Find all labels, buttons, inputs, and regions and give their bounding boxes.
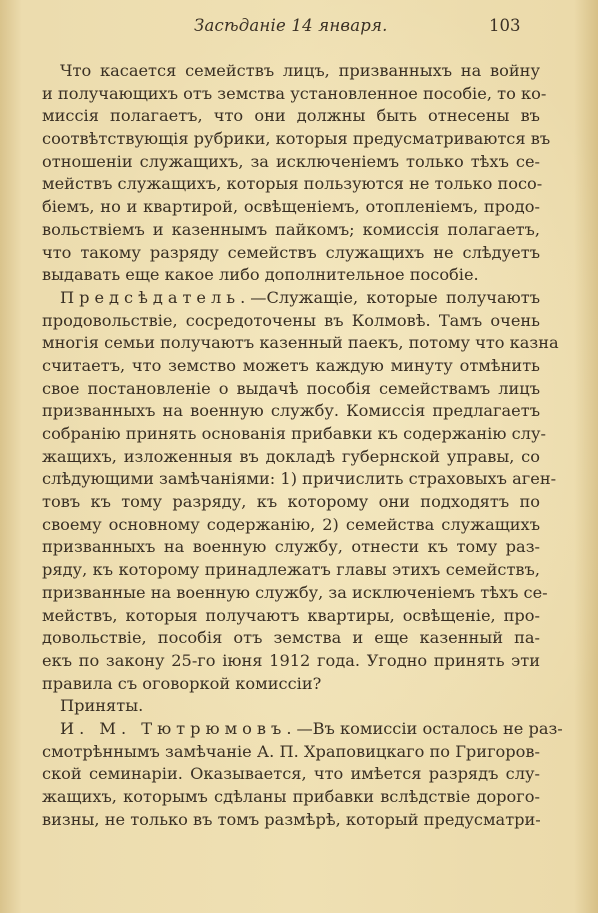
text-line: слѣдующими замѣчаніями: 1) причислить страховыхъ аген-: [42, 469, 557, 489]
text-line: и получающихъ отъ земства установленное пособіе, то ко-: [42, 83, 547, 103]
paragraph: [42, 60, 551, 287]
paragraph: [42, 287, 559, 695]
speaker-name: Предсѣдатель.: [60, 287, 251, 307]
speech-text: —Въ комиссіи осталось не раз-: [296, 718, 563, 738]
text-line: что такому разряду семействъ служащихъ не слѣдуетъ: [42, 242, 540, 262]
text-line: призванныхъ на военную службу. Комиссія предлагаетъ: [42, 401, 540, 421]
text-line: мействъ, которыя получаютъ квартиры, освѣщеніе, про-: [42, 605, 540, 625]
text-line: правила съ оговоркой комиссіи?: [42, 673, 322, 693]
page-number: 103: [489, 16, 521, 35]
text-line: отношеніи служащихъ, за исключеніемъ только тѣхъ се-: [42, 151, 540, 171]
text-line: товъ къ тому разряду, къ которому они подходятъ по: [42, 492, 540, 512]
text-line: біемъ, но и квартирой, освѣщеніемъ, отопленіемъ, продо-: [42, 197, 540, 217]
text-line: миссія полагаетъ, что они должны быть отнесены въ: [42, 106, 540, 126]
text-line: ской семинаріи. Оказывается, что имѣется разрядъ слу-: [42, 764, 540, 784]
paragraph: [42, 695, 540, 718]
text-line: считаетъ, что земство можетъ каждую минуту отмѣнить: [42, 355, 540, 375]
text-line: многія семьи получаютъ казенный паекъ, потому что казна: [42, 333, 559, 353]
text-line: ряду, къ которому принадлежатъ главы этихъ семействъ,: [42, 560, 540, 580]
text-line: соотвѣтствующія рубрики, которыя предусматриваются въ: [42, 129, 551, 149]
text-line: [42, 718, 563, 741]
speaker-name: И. М. Тютрюмовъ.: [60, 718, 297, 738]
page-body: [42, 60, 563, 831]
text-line: [42, 287, 540, 310]
running-title: Засѣданіе 14 января.: [194, 16, 388, 35]
text-line: жащихъ, которымъ сдѣланы прибавки вслѣдствіе дорого-: [42, 787, 540, 806]
page-header: [0, 16, 598, 40]
text-line: Приняты.: [60, 696, 144, 716]
text-line: визны, не только въ томъ размѣрѣ, который предусматри-: [42, 809, 541, 829]
text-line: своему основному содержанію, 2) семейства служащихъ: [42, 514, 540, 534]
text-line: призванные на военную службу, за исключеніемъ тѣхъ се-: [42, 582, 548, 602]
text-line: призванныхъ на военную службу, отнести къ тому раз-: [42, 537, 540, 557]
text-line: выдавать еще какое либо дополнительное пособіе.: [42, 265, 479, 285]
text-line: вольствіемъ и казеннымъ пайкомъ; комиссія полагаетъ,: [42, 219, 540, 239]
text-line: смотрѣннымъ замѣчаніе А. П. Храповицкаго по Григоров-: [42, 741, 540, 761]
text-line: жащихъ, изложенныя въ докладѣ губернской управы, со: [42, 446, 540, 466]
text-line: екъ по закону 25-го іюня 1912 года. Угодно принять эти: [42, 650, 540, 670]
text-line: продовольствіе, сосредоточены въ Колмовѣ. Тамъ очень: [42, 310, 540, 330]
paragraph: [42, 718, 563, 831]
text-line: свое постановленіе о выдачѣ пособія семействамъ лицъ: [42, 378, 540, 398]
text-line: Что касается семействъ лицъ, призванныхъ на войну: [60, 61, 540, 80]
text-line: довольствіе, пособія отъ земства и еще казенный па-: [42, 628, 540, 648]
text-line: мействъ служащихъ, которыя пользуются не только посо-: [42, 174, 543, 194]
text-line: собранію принять основанія прибавки къ содержанію слу-: [42, 424, 546, 443]
speech-text: —Служащіе, которые получаютъ: [250, 287, 540, 307]
